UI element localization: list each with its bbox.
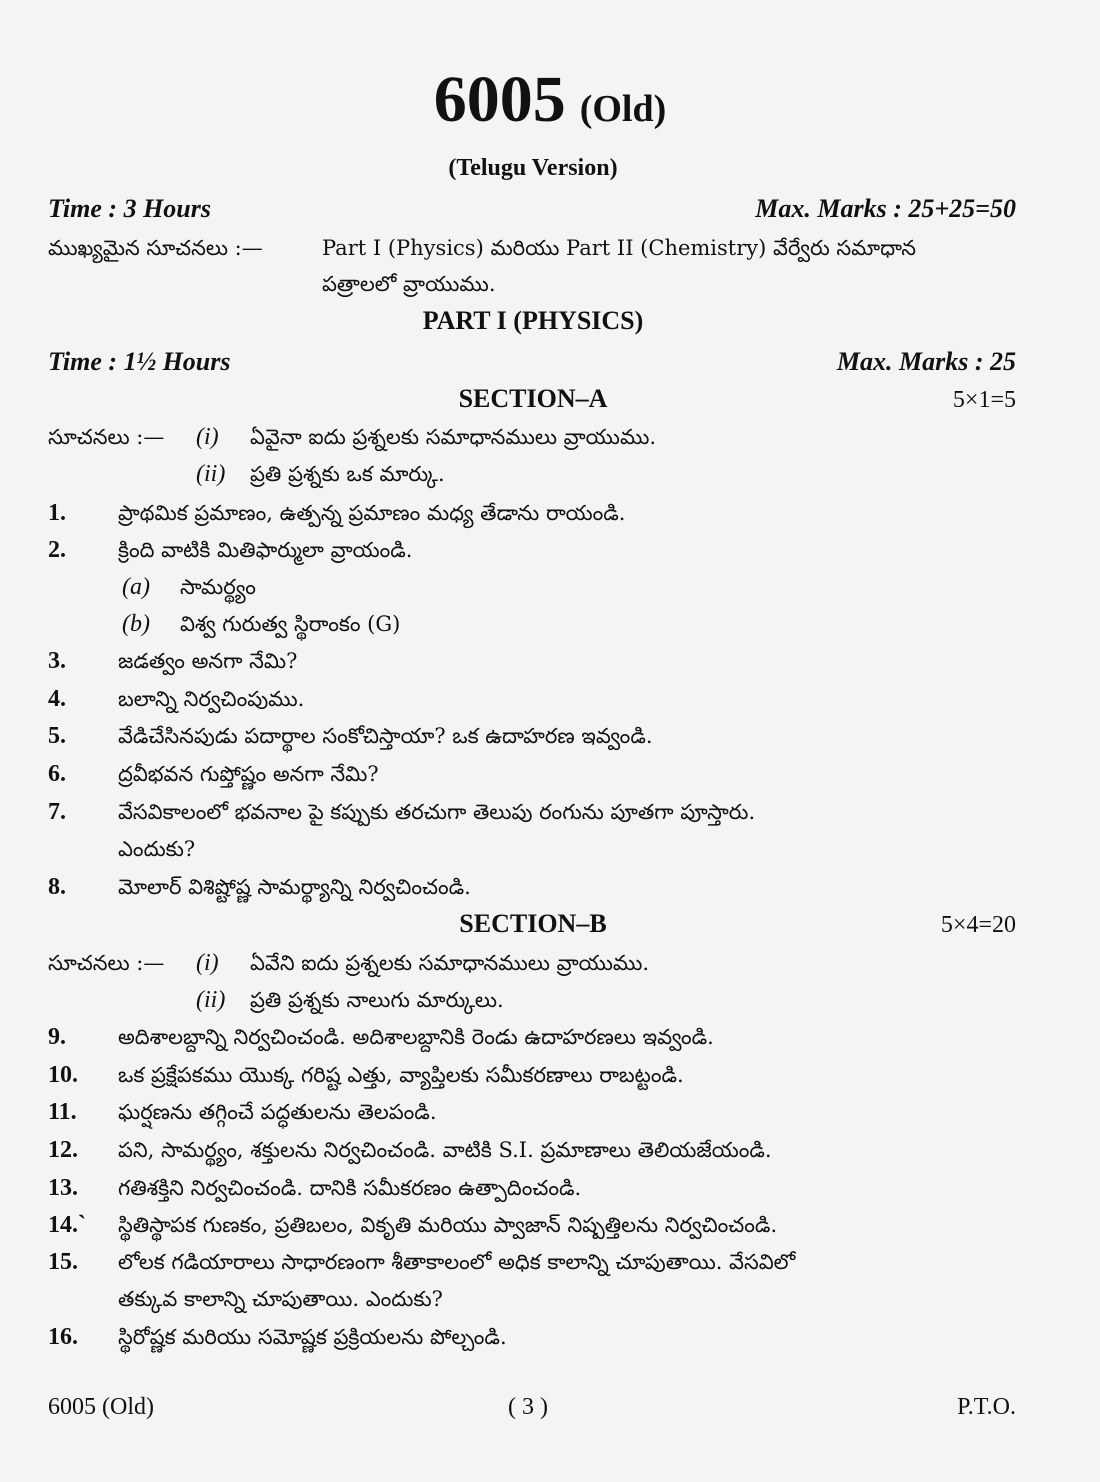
question-text: గతిశక్తిని నిర్వచించండి. దానికి సమీకరణం ఉత్పాదించండి. <box>118 1176 582 1200</box>
section-b-title: SECTION–B <box>459 909 607 938</box>
question-text: జడత్వం అనగా నేమి? <box>118 649 298 673</box>
question-number: 1. <box>48 500 66 526</box>
question-number: 7. <box>48 799 66 825</box>
part-time: Time : 1½ Hours <box>48 347 231 376</box>
section-a-marks: 5×1=5 <box>952 387 1016 413</box>
question-number: 16. <box>48 1324 78 1350</box>
question-text-continued: ఎందుకు? <box>118 837 196 861</box>
section-a-instruction-text: ప్రతి ప్రశ్నకు ఒక మార్కు. <box>250 462 445 486</box>
question-number: 11. <box>48 1099 77 1125</box>
version-label: (Telugu Version) <box>448 155 618 181</box>
general-instruction-line2: పత్రాలలో వ్రాయుము. <box>322 272 496 296</box>
time-total: Time : 3 Hours <box>48 194 211 223</box>
question-text: ద్రవీభవన గుప్తోష్ణం అనగా నేమి? <box>118 762 379 786</box>
question-text-continued: తక్కువ కాలాన్ని చూపుతాయి. ఎందుకు? <box>118 1287 443 1311</box>
question-text: లోలక గడియారాలు సాధారణంగా శీతాకాలంలో అధిక కాలాన్ని చూపుతాయి. వేసవిలో <box>118 1250 796 1274</box>
question-text: ఘర్షణను తగ్గించే పద్ధతులను తెలపండి. <box>118 1100 437 1124</box>
subquestion-label: (b) <box>122 611 150 637</box>
question-number: 3. <box>48 648 66 674</box>
question-number: 6. <box>48 761 66 787</box>
section-b-instruction-num: (ii) <box>196 987 226 1013</box>
question-number: 5. <box>48 723 66 749</box>
question-text: వేసవికాలంలో భవనాల పై కప్పుకు తరచుగా తెలుపు రంగును పూతగా పూస్తారు. <box>118 800 756 824</box>
general-instruction-label: ముఖ్యమైన సూచనలు :— <box>48 236 263 260</box>
question-number: 8. <box>48 874 66 900</box>
question-text: ఒక ప్రక్షేపకము యొక్క గరిష్ట ఎత్తు, వ్యాప్తిలకు సమీకరణాలు రాబట్టండి. <box>118 1063 684 1087</box>
question-number: 2. <box>48 537 66 563</box>
question-number: 15. <box>48 1249 78 1275</box>
section-a-instruction-num: (i) <box>196 424 219 450</box>
subquestion-text: విశ్వ గురుత్వ స్థిరాంకం (G) <box>180 612 401 636</box>
question-number: 4. <box>48 686 66 712</box>
paper-variant: (Old) <box>579 88 667 130</box>
section-a-instructions-label: సూచనలు :— <box>48 425 165 449</box>
section-b-marks: 5×4=20 <box>940 912 1016 938</box>
general-instruction-line1: Part I (Physics) మరియు Part II (Chemistry) వేర్వేరు సమాధాన <box>322 236 917 260</box>
max-marks-total: Max. Marks : 25+25=50 <box>755 194 1016 223</box>
section-b-instructions-label: సూచనలు :— <box>48 951 165 975</box>
paper-code: 6005 <box>433 63 566 136</box>
question-text: ప్రాథమిక ప్రమాణం, ఉత్పన్న ప్రమాణం మధ్య తేడాను రాయండి. <box>118 501 626 525</box>
question-text: బలాన్ని నిర్వచింపుము. <box>118 687 305 711</box>
question-text: స్థిరోష్ణక మరియు సమోష్ణక ప్రక్రియలను పోల్చండి. <box>118 1325 507 1349</box>
section-b-instruction-text: ఏవేని ఐదు ప్రశ్నలకు సమాధానములు వ్రాయుము. <box>250 951 650 975</box>
paper-code-heading <box>0 62 1100 138</box>
part-max-marks: Max. Marks : 25 <box>836 347 1016 376</box>
section-b-instruction-text: ప్రతి ప్రశ్నకు నాలుగు మార్కులు. <box>250 988 504 1012</box>
footer-paper-code: 6005 (Old) <box>48 1394 154 1420</box>
part-title: PART I (PHYSICS) <box>422 306 644 335</box>
question-number: 10. <box>48 1062 78 1088</box>
section-a-instruction-text: ఏవైనా ఐదు ప్రశ్నలకు సమాధానములు వ్రాయుము. <box>250 425 657 449</box>
question-text: క్రింది వాటికి మితిఫార్ములా వ్రాయండి. <box>118 538 413 562</box>
question-number: 14.` <box>48 1212 86 1238</box>
question-text: పని, సామర్థ్యం, శక్తులను నిర్వచించండి. వాటికి S.I. ప్రమాణాలు తెలియజేయండి. <box>118 1138 772 1162</box>
section-a-instruction-num: (ii) <box>196 461 226 487</box>
question-number: 9. <box>48 1024 66 1050</box>
question-text: అదిశాలబ్దాన్ని నిర్వచించండి. అదిశాలబ్దానికి రెండు ఉదాహరణలు ఇవ్వండి. <box>118 1025 714 1049</box>
section-a-title: SECTION–A <box>458 384 608 413</box>
please-turn-over: P.T.O. <box>957 1394 1016 1420</box>
subquestion-label: (a) <box>122 574 150 600</box>
question-text: వేడిచేసినపుడు పదార్థాల సంకోచిస్తాయా? ఒక ఉదాహరణ ఇవ్వండి. <box>118 724 653 748</box>
subquestion-text: సామర్థ్యం <box>180 575 256 599</box>
section-b-instruction-num: (i) <box>196 950 219 976</box>
question-number: 12. <box>48 1137 78 1163</box>
question-number: 13. <box>48 1175 78 1201</box>
page-number: ( 3 ) <box>508 1394 548 1420</box>
question-text: స్థితిస్థాపక గుణకం, ప్రతిబలం, వికృతి మరియు ప్వాజాన్ నిష్పత్తిలను నిర్వచించండి. <box>118 1213 778 1237</box>
question-text: మోలార్ విశిష్టోష్ణ సామర్థ్యాన్ని నిర్వచించండి. <box>118 875 471 899</box>
